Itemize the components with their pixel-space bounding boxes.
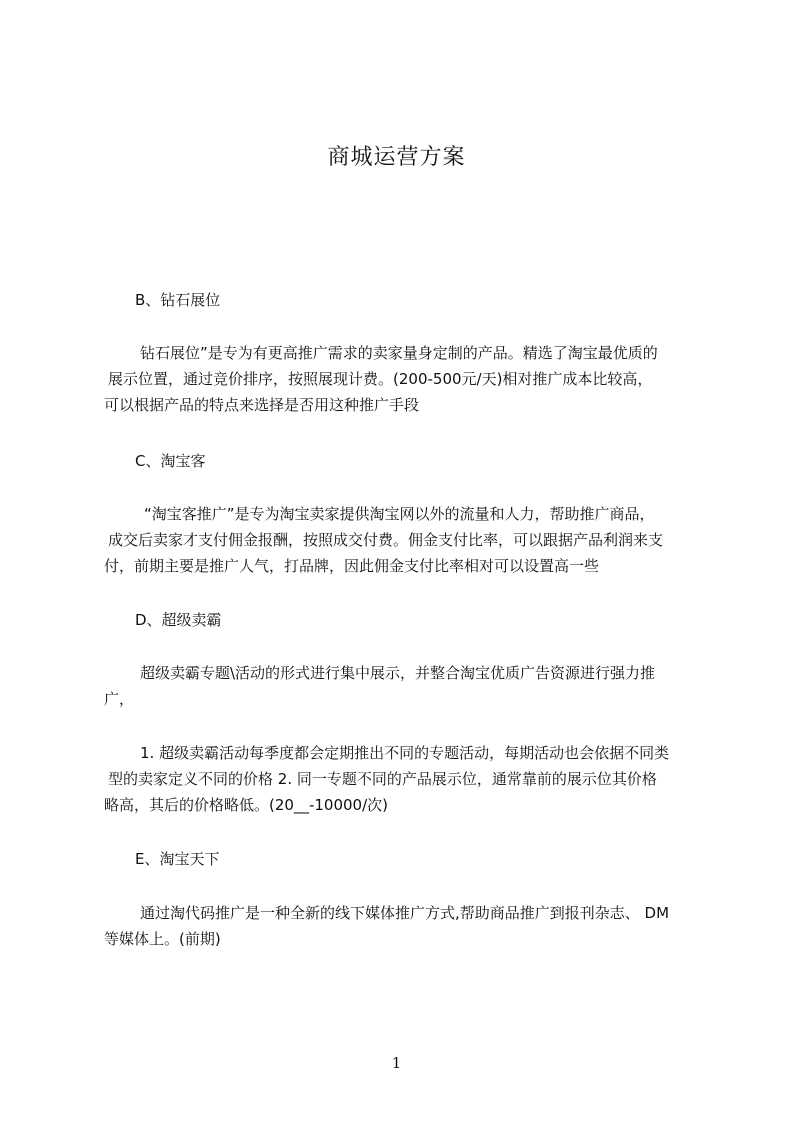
section-body-c	[104, 501, 663, 579]
section-body-d	[104, 660, 655, 712]
section-heading-c: C、淘宝客	[135, 452, 206, 470]
paragraph-line: 1. 超级卖霸活动每季度都会定期推出不同的专题活动，每期活动也会依据不同类	[140, 744, 670, 762]
page-title: 商城运营方案	[327, 145, 466, 170]
paragraph-line: 等媒体上。(前期)	[104, 930, 221, 948]
section-body-b	[104, 340, 658, 418]
paragraph-line: 钻石展位”是专为有更高推广需求的卖家量身定制的产品。精选了淘宝最优质的	[140, 344, 658, 362]
paragraph-line: 成交后卖家才支付佣金报酬，按照成交付费。佣金支付比率，可以跟据产品利润来支	[108, 531, 664, 549]
section-heading-d: D、超级卖霸	[135, 611, 222, 629]
paragraph-line: 型的卖家定义不同的价格 2. 同一专题不同的产品展示位，通常靠前的展示位其价格	[108, 770, 657, 788]
paragraph-line: 超级卖霸专题\活动的形式进行集中展示，并整合淘宝优质广告资源进行强力推	[140, 664, 656, 682]
paragraph-line: 展示位置，通过竞价排序，按照展现计费。(200-500元/天)相对推广成本比较高，	[108, 370, 653, 388]
section-heading-e: E、淘宝天下	[135, 850, 220, 868]
section-heading-b: B、钻石展位	[135, 291, 221, 309]
section-body-e	[104, 900, 669, 952]
section-detail-d	[104, 740, 669, 818]
paragraph-line: 广，	[104, 690, 135, 708]
paragraph-line: 略高，其后的价格略低。(20__-10000/次)	[104, 796, 388, 814]
paragraph-line: 通过淘代码推广是一种全新的线下媒体推广方式,帮助商品推广到报刊杂志、 DM	[140, 904, 670, 922]
paragraph-line: 付，前期主要是推广人气，打品牌，因此佣金支付比率相对可以设置高一些	[104, 557, 600, 575]
paragraph-line: 可以根据产品的特点来选择是否用这种推广手段	[104, 396, 420, 414]
paragraph-line: “淘宝客推广”是专为淘宝卖家提供淘宝网以外的流量和人力，帮助推广商品，	[144, 505, 655, 523]
page-number: 1	[391, 1054, 402, 1072]
